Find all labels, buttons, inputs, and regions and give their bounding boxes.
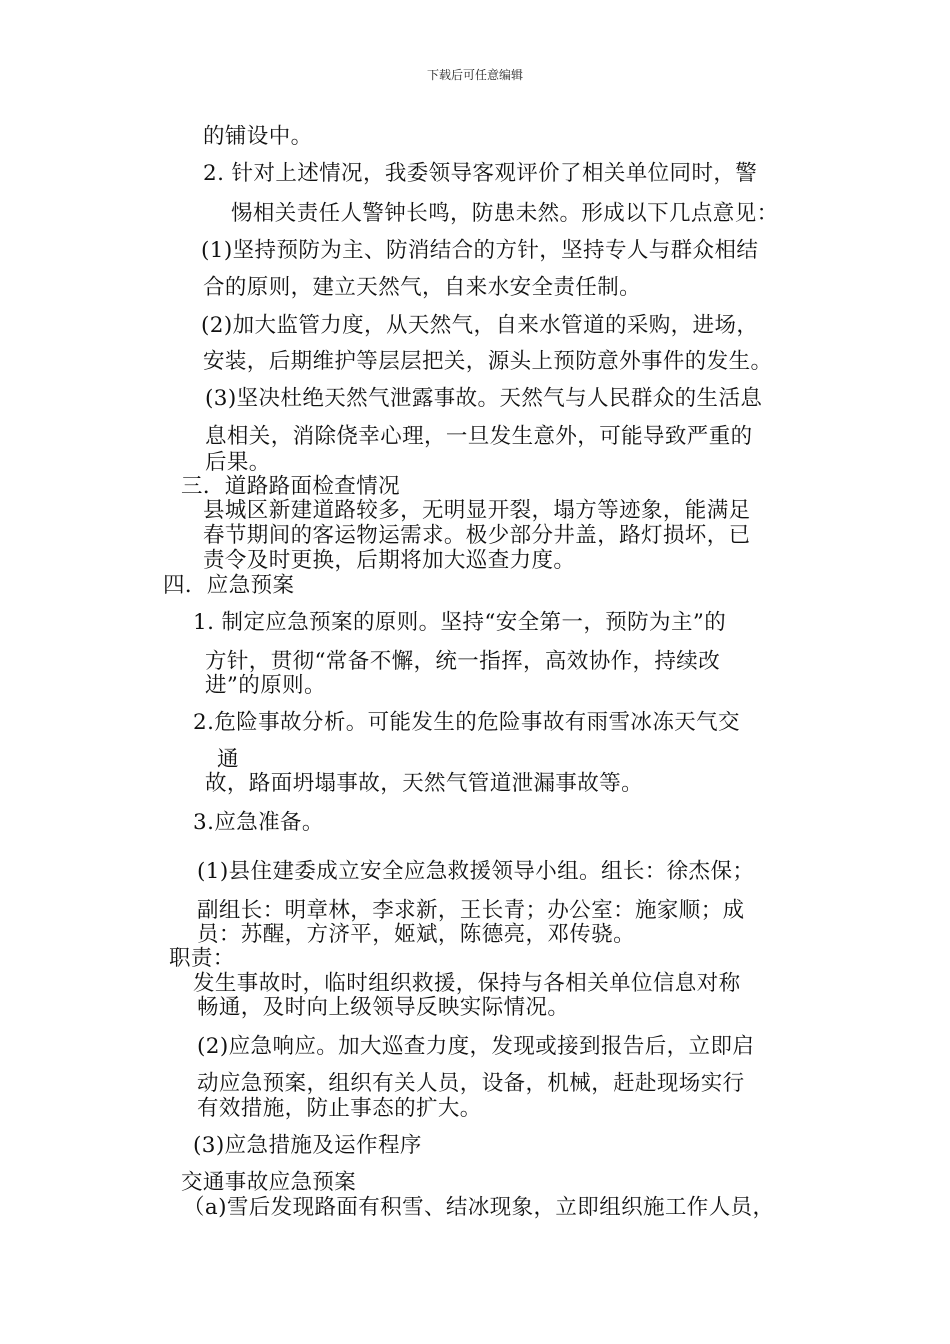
text-line: 的铺设中。	[203, 124, 313, 149]
text-line: 安装，后期维护等层层把关，源头上预防意外事件的发生。	[203, 349, 773, 374]
text-line: 畅通，及时向上级领导反映实际情况。	[197, 995, 570, 1020]
text-line: 方针，贯彻“常备不懈，统一指挥，高效协作，持续改	[205, 649, 721, 674]
text-line: 有效措施，防止事态的扩大。	[197, 1096, 482, 1121]
text-line: 2.危险事故分析。可能发生的危险事故有雨雪冰冻天气交	[193, 710, 740, 735]
text-line: 副组长：明章林，李求新，王长青；办公室：施家顺；成	[197, 898, 745, 923]
text-line: 3.应急准备。	[193, 810, 324, 835]
text-line: (2)应急响应。加大巡查力度，发现或接到报告后，立即启	[197, 1034, 755, 1059]
text-line: 职责：	[169, 946, 235, 971]
page-header: 下载后可任意编辑	[426, 68, 523, 82]
text-line: (1)县住建委成立安全应急救援领导小组。组长：徐杰保；	[197, 859, 755, 884]
text-line: 惕相关责任人警钟长鸣，防患未然。形成以下几点意见：	[231, 201, 779, 226]
text-line: 1. 制定应急预案的原则。坚持“安全第一，预防为主”的	[193, 610, 727, 635]
text-line: 县城区新建道路较多，无明显开裂，塌方等迹象，能满足	[203, 498, 751, 523]
text-line: (1)坚持预防为主、防消结合的方针，坚持专人与群众相结	[201, 238, 759, 263]
section-heading: 交通事故应急预案	[181, 1170, 357, 1195]
text-line: 动应急预案，组织有关人员，设备，机械，赶赴现场实行	[197, 1071, 745, 1096]
text-line: 后果。	[205, 450, 271, 475]
text-line: 故，路面坍塌事故，天然气管道泄漏事故等。	[205, 771, 644, 796]
section-heading: 三．道路路面检查情况	[181, 474, 401, 499]
text-line: (3)应急措施及运作程序	[193, 1133, 422, 1158]
text-line: 进”的原则。	[205, 673, 326, 698]
text-line: 2. 针对上述情况，我委领导客观评价了相关单位同时，警	[203, 161, 758, 186]
text-line: 息相关，消除侥幸心理，一旦发生意外，可能导致严重的	[205, 424, 753, 449]
text-line: （a)雪后发现路面有积雪、结冰现象，立即组织施工作人员，	[183, 1195, 775, 1220]
text-line: (2)加大监管力度，从天然气，自来水管道的采购，进场，	[201, 313, 759, 338]
text-line: (3)坚决杜绝天然气泄露事故。天然气与人民群众的生活息	[205, 386, 763, 411]
text-line: 责令及时更换，后期将加大巡查力度。	[203, 548, 576, 573]
text-line: 发生事故时，临时组织救援，保持与各相关单位信息对称	[193, 971, 741, 996]
text-line: 春节期间的客运物运需求。极少部分井盖，路灯损坏，已	[203, 523, 751, 548]
text-line: 员：苏醒，方济平，姬斌，陈德亮，邓传骁。	[197, 922, 636, 947]
text-line: 合的原则，建立天然气，自来水安全责任制。	[203, 275, 642, 300]
section-heading: 四．应急预案	[163, 573, 295, 598]
text-line: 通	[217, 747, 239, 772]
